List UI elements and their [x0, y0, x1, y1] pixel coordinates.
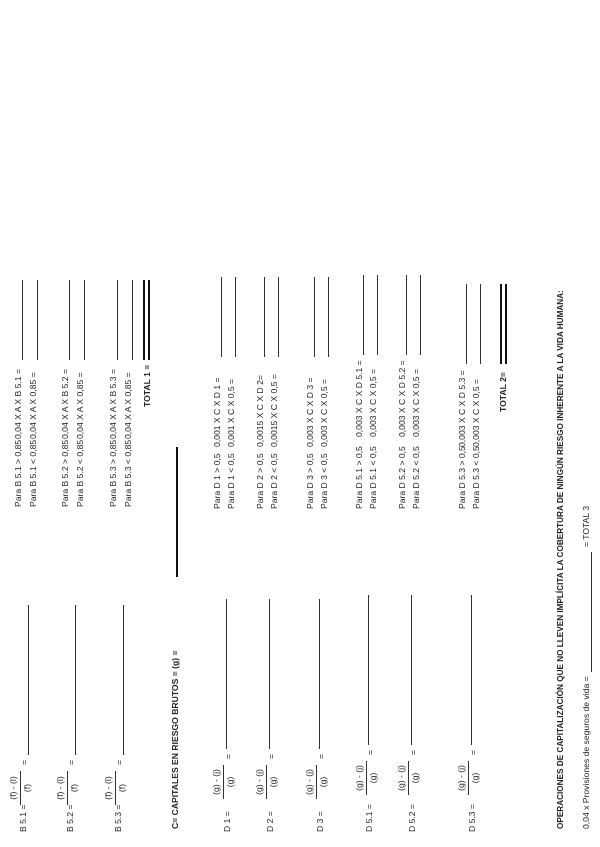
d-fraction: [397, 761, 419, 795]
answer-line: [466, 284, 467, 364]
fraction-numerator: (f) - (l): [103, 776, 113, 800]
condition-text: Para D 5.1 < 0,5: [368, 446, 378, 509]
fraction-denominator: (g): [409, 772, 420, 784]
condition-text: Para D 3 < 0,5: [319, 453, 329, 509]
formula-text: 0,003 X C X D 5.1 =: [354, 360, 364, 437]
condition-text: Para D 5.1 > 0,5: [354, 446, 364, 509]
condition-text: Para B 5.3 < 0,85: [123, 439, 133, 507]
answer-line: [480, 284, 481, 364]
b-row-label: B 5.1 =: [18, 804, 28, 832]
condition-text: Para D 2 > 0,5: [255, 453, 265, 509]
equals-sign: =: [408, 749, 418, 755]
answer-line: [37, 280, 38, 360]
formula-text: 0,003 X C X 0,5 =: [471, 378, 481, 447]
d-row-label: D 2 =: [265, 811, 275, 832]
total-2-line: [500, 284, 502, 364]
fraction-numerator: (f) - (l): [8, 776, 18, 800]
total-1-line: [148, 280, 150, 360]
b-fraction: [9, 771, 31, 805]
fraction-denominator: (g): [267, 776, 278, 788]
answer-line: [314, 277, 315, 357]
formula-text: 0,04 X A X 0,85 =: [75, 372, 85, 439]
b-fraction: [104, 771, 126, 805]
formula-text: 0,0015 X C X 0,5 =: [269, 374, 279, 447]
fraction-denominator: (f): [116, 783, 127, 793]
total-3-label: = TOTAL 3: [581, 506, 591, 547]
answer-line: [264, 277, 265, 357]
section-c-answer-line: [176, 447, 178, 577]
answer-line: [328, 277, 329, 357]
condition-text: Para B 5.2 < 0,85: [75, 439, 85, 507]
formula-text: 0,003 X C X 0,5 =: [368, 368, 378, 437]
b-row-label: B 5.3 =: [113, 804, 123, 832]
answer-line: [75, 605, 76, 755]
answer-line: [69, 280, 70, 360]
b-fraction: [56, 771, 78, 805]
total-1-label: TOTAL 1 =: [142, 364, 152, 407]
fraction-numerator: (g) - (j): [396, 765, 406, 791]
formula-text: 0,003 X C X 0,5 =: [411, 368, 421, 437]
answer-line: [117, 280, 118, 360]
provisions-answer-line: [591, 552, 592, 672]
fraction-denominator: (f): [21, 783, 32, 793]
answer-line: [471, 595, 472, 745]
provisions-text: 0,04 x Provisiones de seguros de vida =: [581, 676, 591, 829]
fraction-denominator: (g): [317, 776, 328, 788]
answer-line: [319, 599, 320, 749]
answer-line: [411, 595, 412, 745]
total-1-line: [143, 280, 145, 360]
condition-text: Para D 3 > 0,5: [305, 453, 315, 509]
answer-line: [406, 275, 407, 355]
answer-line: [377, 275, 378, 355]
answer-line: [269, 599, 270, 749]
fraction-numerator: (f) - (l): [55, 776, 65, 800]
condition-text: Para B 5.3 > 0,85: [108, 439, 118, 507]
formula-text: 0,001 X C X 0,5 =: [226, 378, 236, 447]
answer-line: [132, 280, 133, 360]
answer-line: [368, 595, 369, 745]
equals-sign: =: [316, 753, 326, 759]
condition-text: Para D 5.3 > 0,5: [457, 446, 467, 509]
answer-line: [235, 277, 236, 357]
condition-text: Para B 5.1 < 0,85: [28, 439, 38, 507]
condition-text: Para B 5.1 > 0,85: [13, 439, 23, 507]
section-c-heading: C= CAPITALES EN RIESGO BRUTOS = (g) =: [170, 650, 180, 829]
condition-text: Para D 2 < 0,5: [269, 453, 279, 509]
equals-sign: =: [66, 759, 76, 765]
formula-text: 0,04 X A X 0,85 =: [123, 372, 133, 439]
d-row-label: D 5.3 =: [467, 804, 477, 832]
fraction-denominator: (g): [224, 776, 235, 788]
d-fraction: [212, 765, 234, 799]
condition-text: Para D 5.3 < 0,5: [471, 446, 481, 509]
condition-text: Para D 5.2 > 0,5: [397, 446, 407, 509]
answer-line: [420, 275, 421, 355]
d-row-label: D 3 =: [315, 811, 325, 832]
formula-text: 0,04 X A X 0,85 =: [28, 372, 38, 439]
answer-line: [22, 280, 23, 360]
equals-sign: =: [114, 759, 124, 765]
formula-text: 0,04 X A X B 5.1 =: [13, 369, 23, 439]
equals-sign: =: [266, 753, 276, 759]
answer-line: [363, 275, 364, 355]
formula-text: 0,0015 X C X D 2=: [255, 375, 265, 447]
formula-text: 0,003 X C X D 5.2 =: [397, 360, 407, 437]
d-row-label: D 1 =: [222, 811, 232, 832]
formula-text: 0,04 X A X B 5.2 =: [60, 369, 70, 439]
equals-sign: =: [19, 759, 29, 765]
total-2-line: [505, 284, 507, 364]
formula-text: 0,001 X C X D 1 =: [212, 377, 222, 447]
d-fraction: [457, 761, 479, 795]
condition-text: Para D 1 < 0,5: [226, 453, 236, 509]
answer-line: [226, 599, 227, 749]
fraction-denominator: (f): [68, 783, 79, 793]
capitalization-heading: OPERACIONES DE CAPITALIZACIÓN QUE NO LLEVEN IMPLÍCITA LA COBERTURA DE NINGÚN RIESGO INHERENTE A LA VIDA HUMANA:: [556, 290, 565, 829]
fraction-numerator: (g) - (j): [254, 769, 264, 795]
answer-line: [123, 605, 124, 755]
fraction-denominator: (g): [367, 772, 378, 784]
d-fraction: [305, 765, 327, 799]
condition-text: Para D 5.2 < 0,5: [411, 446, 421, 509]
answer-line: [278, 277, 279, 357]
d-fraction: [355, 761, 377, 795]
fraction-numerator: (g) - (j): [456, 765, 466, 791]
total-2-label: TOTAL 2=: [498, 372, 508, 412]
fraction-denominator: (g): [469, 772, 480, 784]
fraction-numerator: (g) - (j): [354, 765, 364, 791]
fraction-numerator: (g) - (j): [304, 769, 314, 795]
formula-text: 0,003 X C X D 5.3 =: [457, 370, 467, 447]
answer-line: [84, 280, 85, 360]
formula-text: 0,003 X C X D 3 =: [305, 377, 315, 447]
formula-text: 0,04 X A X B 5.3 =: [108, 369, 118, 439]
equals-sign: =: [365, 749, 375, 755]
fraction-numerator: (g) - (j): [211, 769, 221, 795]
d-fraction: [255, 765, 277, 799]
formula-text: 0,003 X C X 0,5 =: [319, 378, 329, 447]
b-row-label: B 5.2 =: [65, 804, 75, 832]
answer-line: [221, 277, 222, 357]
answer-line: [28, 605, 29, 755]
d-row-label: D 5.2 =: [407, 804, 417, 832]
equals-sign: =: [223, 753, 233, 759]
equals-sign: =: [468, 749, 478, 755]
condition-text: Para B 5.2 > 0,85: [60, 439, 70, 507]
condition-text: Para D 1 > 0,5: [212, 453, 222, 509]
d-row-label: D 5.1 =: [364, 804, 374, 832]
